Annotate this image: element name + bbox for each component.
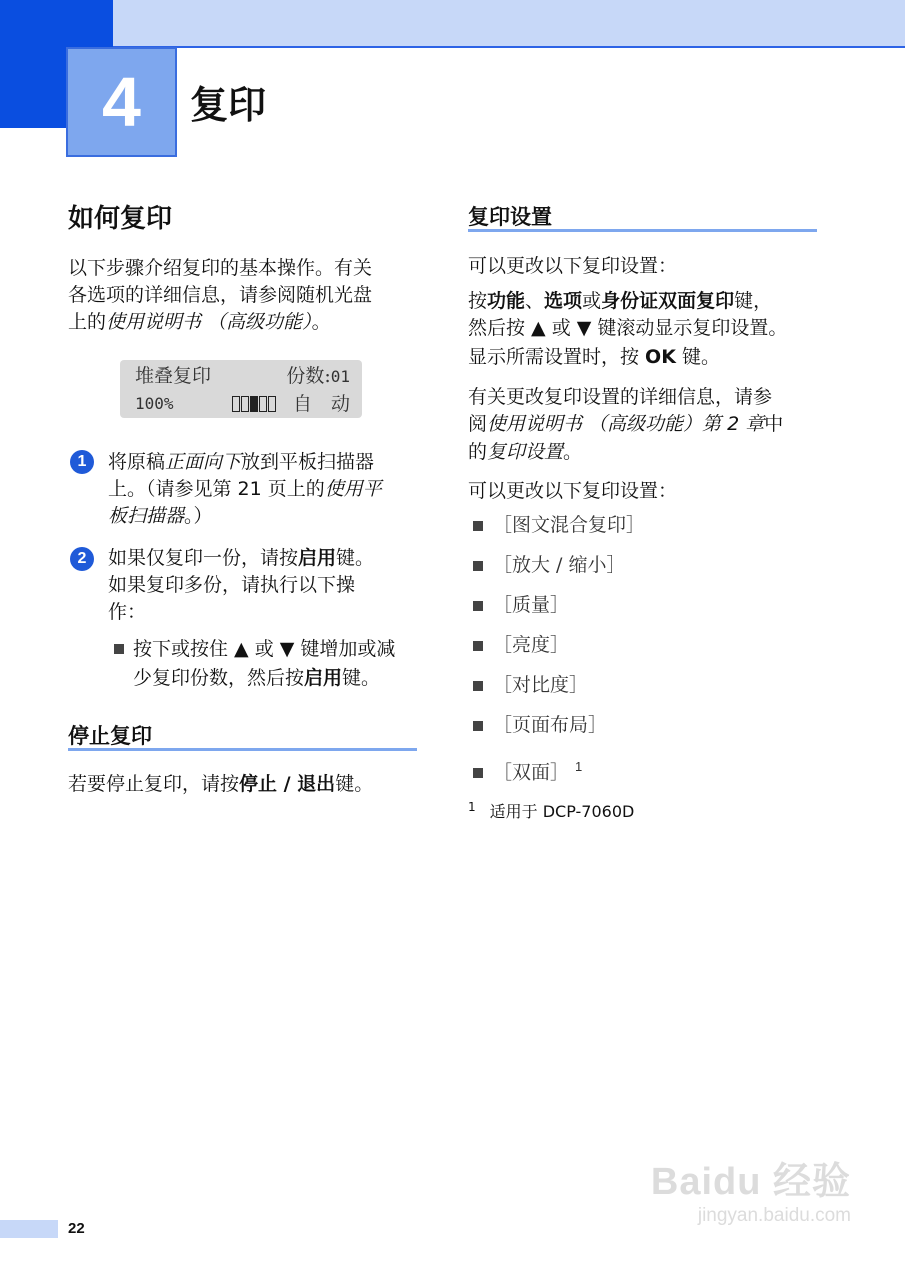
settings-keys-line-3: 显示所需设置时，按 OK 键。	[468, 346, 720, 368]
heading-underline	[68, 748, 417, 751]
details-line-2: 阅使用说明书 （高级功能）第 2 章中	[468, 413, 784, 435]
step2-line-1: 如果仅复印一份，请按启用键。	[108, 547, 375, 569]
setting-item: ［页面布局］	[473, 711, 607, 739]
header-light-band	[113, 0, 905, 46]
bullet-square	[473, 601, 483, 611]
bullet-square	[473, 521, 483, 531]
sub-bullet-line-1: 按下或按住 ▲ 或 ▼ 键增加或减	[133, 638, 396, 660]
setting-item: ［图文混合复印］	[473, 511, 645, 539]
chapter-number: 4	[66, 47, 177, 157]
page-number: 22	[68, 1220, 85, 1237]
footnote: $^1$ 适用于 DCP-7060D	[468, 800, 635, 822]
bullet-square	[473, 561, 483, 571]
details-line-3: 的复印设置。	[468, 441, 583, 463]
step1-line-3: 板扫描器。）	[108, 505, 213, 527]
lcd-display	[120, 360, 362, 418]
step2-line-3: 作：	[108, 601, 147, 623]
setting-item: ［亮度］	[473, 631, 569, 659]
step-number-2: 2	[70, 547, 94, 571]
bullet-square	[473, 721, 483, 731]
bullet-square	[473, 641, 483, 651]
lcd-contrast-bar	[232, 396, 277, 424]
settings-keys-line-2: 然后按 ▲ 或 ▼ 键滚动显示复印设置。	[468, 317, 788, 339]
setting-item: ［质量］	[473, 591, 569, 619]
setting-item: ［对比度］	[473, 671, 588, 699]
lcd-row-2	[135, 390, 350, 418]
bullet-square	[473, 681, 483, 691]
watermark	[651, 1150, 851, 1227]
lcd-zoom: 100%	[135, 394, 174, 413]
watermark-logo: Baidu 经验	[650, 1161, 851, 1203]
setting-item: ［放大 / 缩小］	[473, 551, 625, 579]
page-number-bar	[0, 1220, 58, 1238]
settings-keys-line-1: 按功能、选项或身份证双面复印键，	[468, 290, 773, 312]
setting-item: ［双面］ $^1$	[473, 753, 582, 781]
stop-copy-text: 若要停止复印，请按停止 / 退出键。	[68, 773, 374, 795]
watermark-url: jingyan.baidu.com	[697, 1205, 851, 1226]
manual-reference: 使用说明书 （高级功能）	[106, 311, 312, 333]
footnote-marker: 1	[575, 759, 583, 774]
lcd-mode: 堆叠复印	[135, 365, 212, 387]
intro-line-3: 上的使用说明书 （高级功能）。	[68, 311, 331, 333]
intro-line-1: 以下步骤介绍复印的基本操作。有关	[68, 257, 373, 279]
step1-line-2: 上。（请参见第 21 页上的使用平	[108, 478, 382, 500]
intro-line-2: 各选项的详细信息，请参阅随机光盘	[68, 284, 373, 306]
chapter-title: 复印	[190, 83, 267, 127]
header-rule	[113, 46, 905, 48]
lcd-row-1	[135, 362, 350, 390]
lcd-copies: 份数:01	[286, 365, 350, 387]
section-heading-stop-copy: 停止复印	[68, 724, 152, 748]
bullet-square	[473, 768, 483, 778]
details-line-1: 有关更改复印设置的详细信息，请参	[468, 386, 773, 408]
section-heading-copy-settings: 复印设置	[468, 205, 552, 229]
step-number-1: 1	[70, 450, 94, 474]
settings-list-intro: 可以更改以下复印设置：	[468, 480, 678, 502]
lcd-quality: 自 动	[292, 393, 350, 415]
step1-line-1: 将原稿正面向下放到平板扫描器	[108, 451, 375, 473]
bullet-square	[114, 644, 124, 654]
section-heading-how-to-copy: 如何复印	[68, 204, 173, 234]
heading-underline	[468, 229, 817, 232]
sub-bullet-line-2: 少复印份数，然后按启用键。	[133, 667, 381, 689]
step2-line-2: 如果复印多份，请执行以下操	[108, 574, 356, 596]
settings-intro: 可以更改以下复印设置：	[468, 255, 678, 277]
